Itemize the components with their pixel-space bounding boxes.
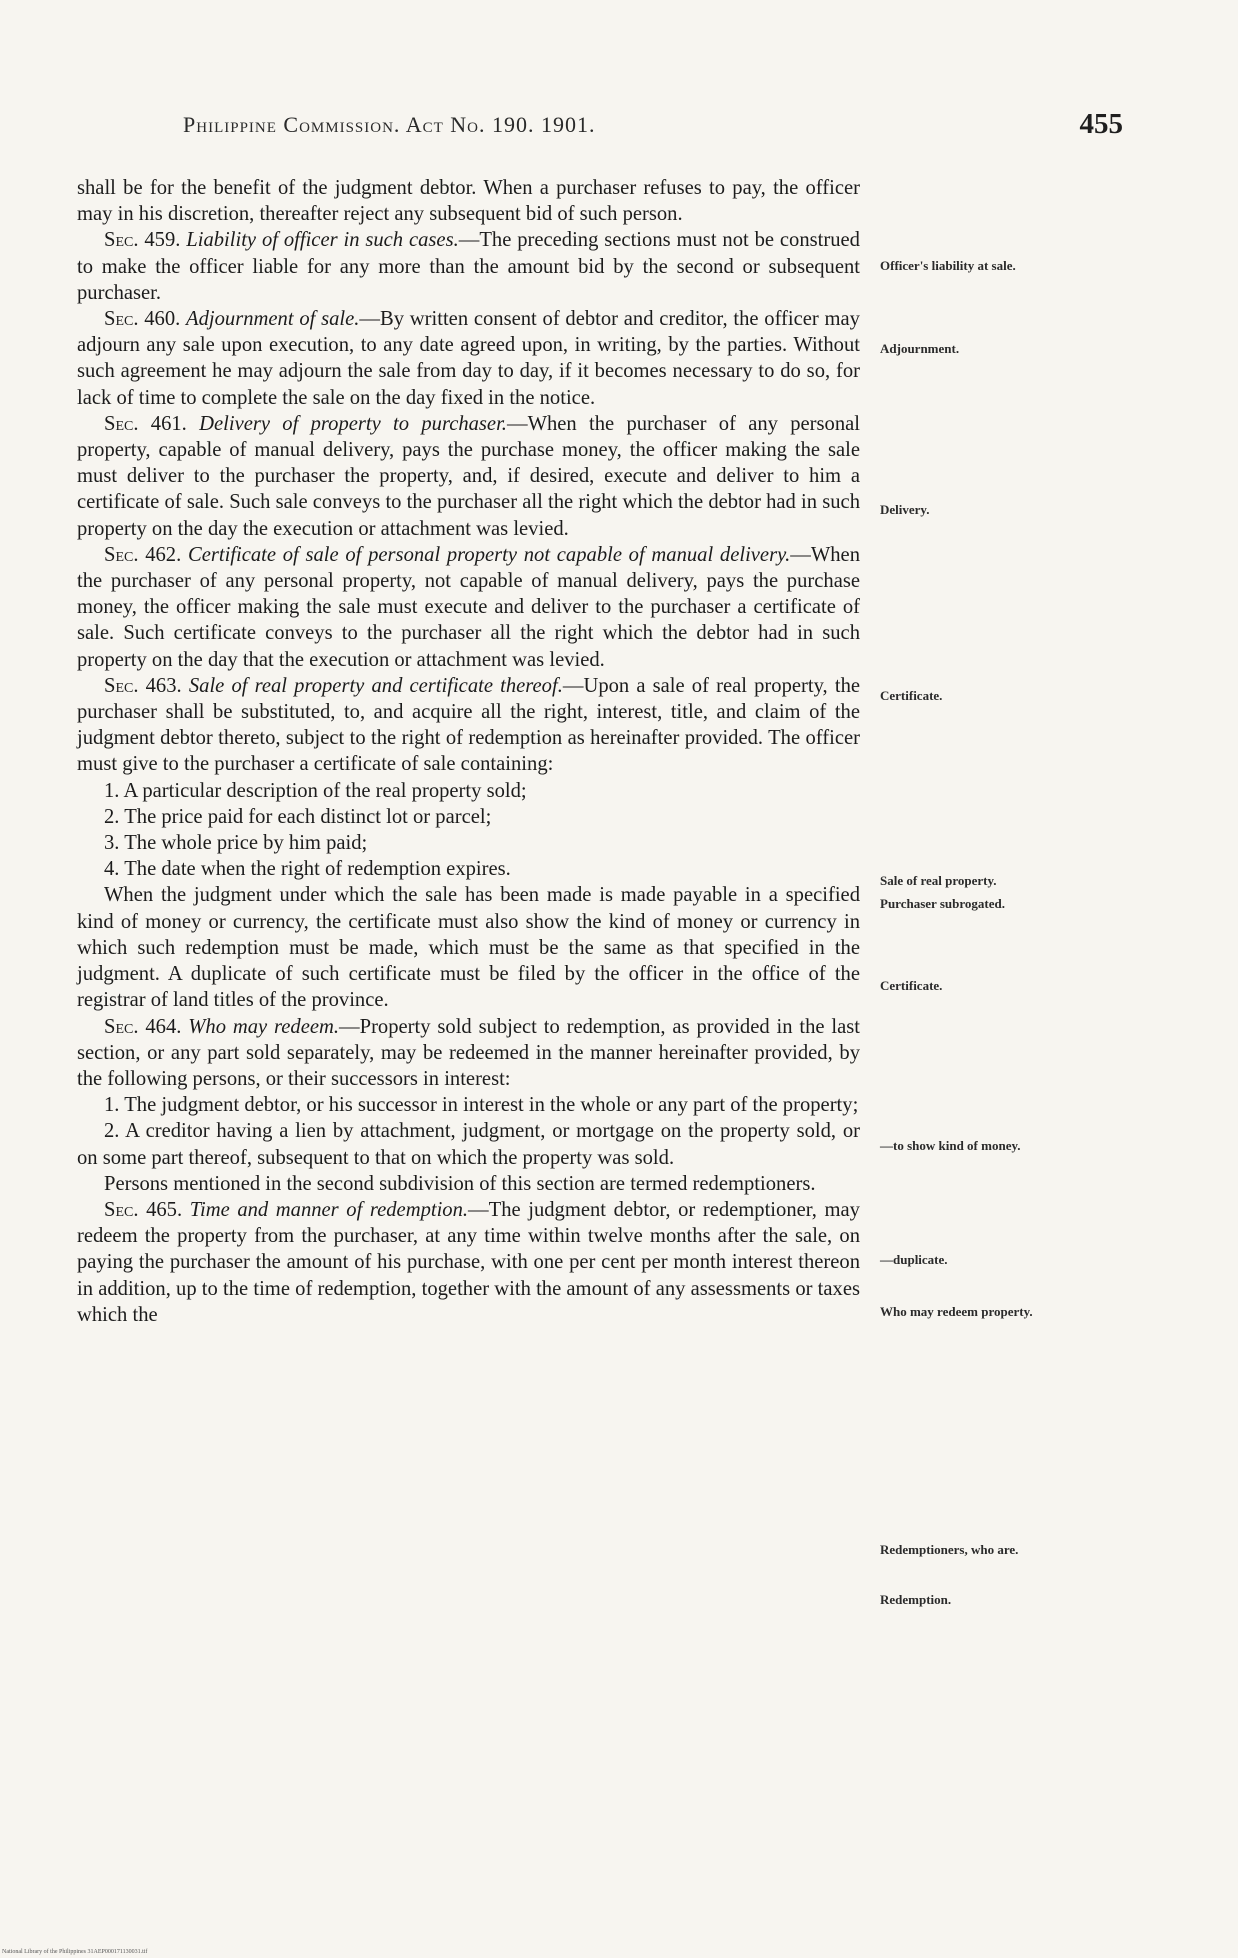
section-number: Sec. 464. xyxy=(104,1015,182,1038)
scan-credit: National Library of the Philippines 31AEP000171130031.tif xyxy=(2,1949,148,1955)
section-title: Liability of officer in such cases. xyxy=(186,229,459,252)
margin-note: Officer's liability at sale. xyxy=(880,258,1016,273)
section-text: —The judgment debtor, or redemptioner, may redeem the property from the purchaser, at any time within twelve months after the sale, on paying the purchaser the amount of his purchase, with one per cent per month interest thereon in addition, up to the time of redemption, together with the amount of any assessments or taxes which the xyxy=(77,1198,860,1326)
section-462 xyxy=(77,542,860,673)
section-text: —When the purchaser of any personal property, not capable of manual delivery, pays the purchase money, the officer making the sale must execute and deliver to the purchaser a certificate of sale. Such certificate conveys to the purchaser all the right which the debtor had in such property on the day that the execution or attachment was levied. xyxy=(77,543,860,671)
margin-note: Delivery. xyxy=(880,502,930,517)
page-header xyxy=(183,108,1123,148)
list-item: 2. A creditor having a lien by attachment, judgment, or mortgage on the property sold, or on some part thereof, subsequent to that on which the property was sold. xyxy=(77,1120,860,1169)
margin-note: —to show kind of money. xyxy=(880,1138,1021,1153)
section-459 xyxy=(77,227,860,306)
list-item: 1. The judgment debtor, or his successor in interest in the whole or any part of the property; xyxy=(104,1094,859,1117)
section-460 xyxy=(77,306,860,411)
list-item: 3. The whole price by him paid; xyxy=(104,832,368,855)
section-text: —The preceding sections must not be construed to make the officer liable for any more than the amount bid by the second or subsequent purchaser. xyxy=(77,229,860,304)
section-text: —Upon a sale of real property, the purchaser shall be substituted, to, and acquire all the right, interest, title, and claim of the judgment debtor thereto, subject to the right of redemption as hereinafter provided. The officer must give to the purchaser a certificate of sale containing: xyxy=(77,674,861,776)
section-number: Sec. 459. xyxy=(104,229,181,252)
paragraph: When the judgment under which the sale has been made is made payable in a specified kind of money or currency, the certificate must also show the kind of money or currency in which such redemption must be made, which must be the same as that specified in the judgment. A duplicate of such certificate must be filed by the officer in the office of the registrar of land titles of the province. xyxy=(77,884,860,1012)
section-461 xyxy=(77,411,860,542)
section-number: Sec. 463. xyxy=(104,674,182,697)
body-text xyxy=(77,175,860,1328)
list-item: 2. The price paid for each distinct lot or parcel; xyxy=(104,805,492,828)
margin-note: Certificate. xyxy=(880,688,943,703)
section-text: —By written consent of debtor and creditor, the officer may adjourn any sale upon execution, to any date agreed upon, in writing, by the parties. Without such agreement he may adjourn the sale from day to day, if it becomes necessary to do so, for lack of time to complete the sale on the day fixed in the notice. xyxy=(77,308,860,409)
section-465 xyxy=(77,1197,860,1328)
section-number: Sec. 465. xyxy=(104,1198,183,1221)
section-title: Time and manner of redemption. xyxy=(189,1198,469,1221)
margin-note: Adjournment. xyxy=(880,341,960,356)
section-number: Sec. 462. xyxy=(104,543,182,566)
margin-note: —duplicate. xyxy=(880,1252,948,1267)
section-number: Sec. 460. xyxy=(104,308,181,331)
section-463 xyxy=(77,673,860,778)
section-title: Who may redeem. xyxy=(188,1015,340,1038)
section-title: Certificate of sale of personal property not capable of manual delivery. xyxy=(187,543,791,566)
section-text: —Property sold subject to redemption, as provided in the last section, or any part sold separately, may be redeemed in the manner hereinafter provided, by the following persons, or their successors in interest: xyxy=(77,1015,860,1090)
margin-note: Redemptioners, who are. xyxy=(880,1542,1019,1557)
margin-note: Purchaser subrogated. xyxy=(880,896,1005,911)
section-text: —When the purchaser of any personal property, capable of manual delivery, pays the purchase money, the officer making the sale must deliver to the purchaser the property, and, if desired, execute and deliver to him a certificate of sale. Such sale conveys to the purchaser all the right which the debtor had in such property on the day the execution or attachment was levied. xyxy=(77,412,861,540)
paragraph-continued: shall be for the benefit of the judgment debtor. When a purchaser refuses to pay, the officer may in his discretion, thereafter reject any subsequent bid of such person. xyxy=(77,177,860,226)
paragraph: Persons mentioned in the second subdivision of this section are termed redemptioners. xyxy=(104,1172,816,1195)
margin-note: Who may redeem property. xyxy=(880,1304,1033,1319)
margin-note: Certificate. xyxy=(880,978,943,993)
margin-note: Sale of real property. xyxy=(880,873,997,888)
section-number: Sec. 461. xyxy=(104,412,187,435)
section-464 xyxy=(77,1014,860,1093)
list-item: 4. The date when the right of redemption expires. xyxy=(104,858,511,881)
running-head: Philippine Commission. Act No. 190. 1901. xyxy=(183,112,596,137)
margin-note: Redemption. xyxy=(880,1592,952,1607)
section-title: Delivery of property to purchaser. xyxy=(199,412,507,435)
section-title: Adjournment of sale. xyxy=(186,308,360,331)
list-item: 1. A particular description of the real property sold; xyxy=(104,779,527,802)
page-number: 455 xyxy=(1079,108,1123,140)
section-title: Sale of real property and certificate thereof. xyxy=(188,674,563,697)
